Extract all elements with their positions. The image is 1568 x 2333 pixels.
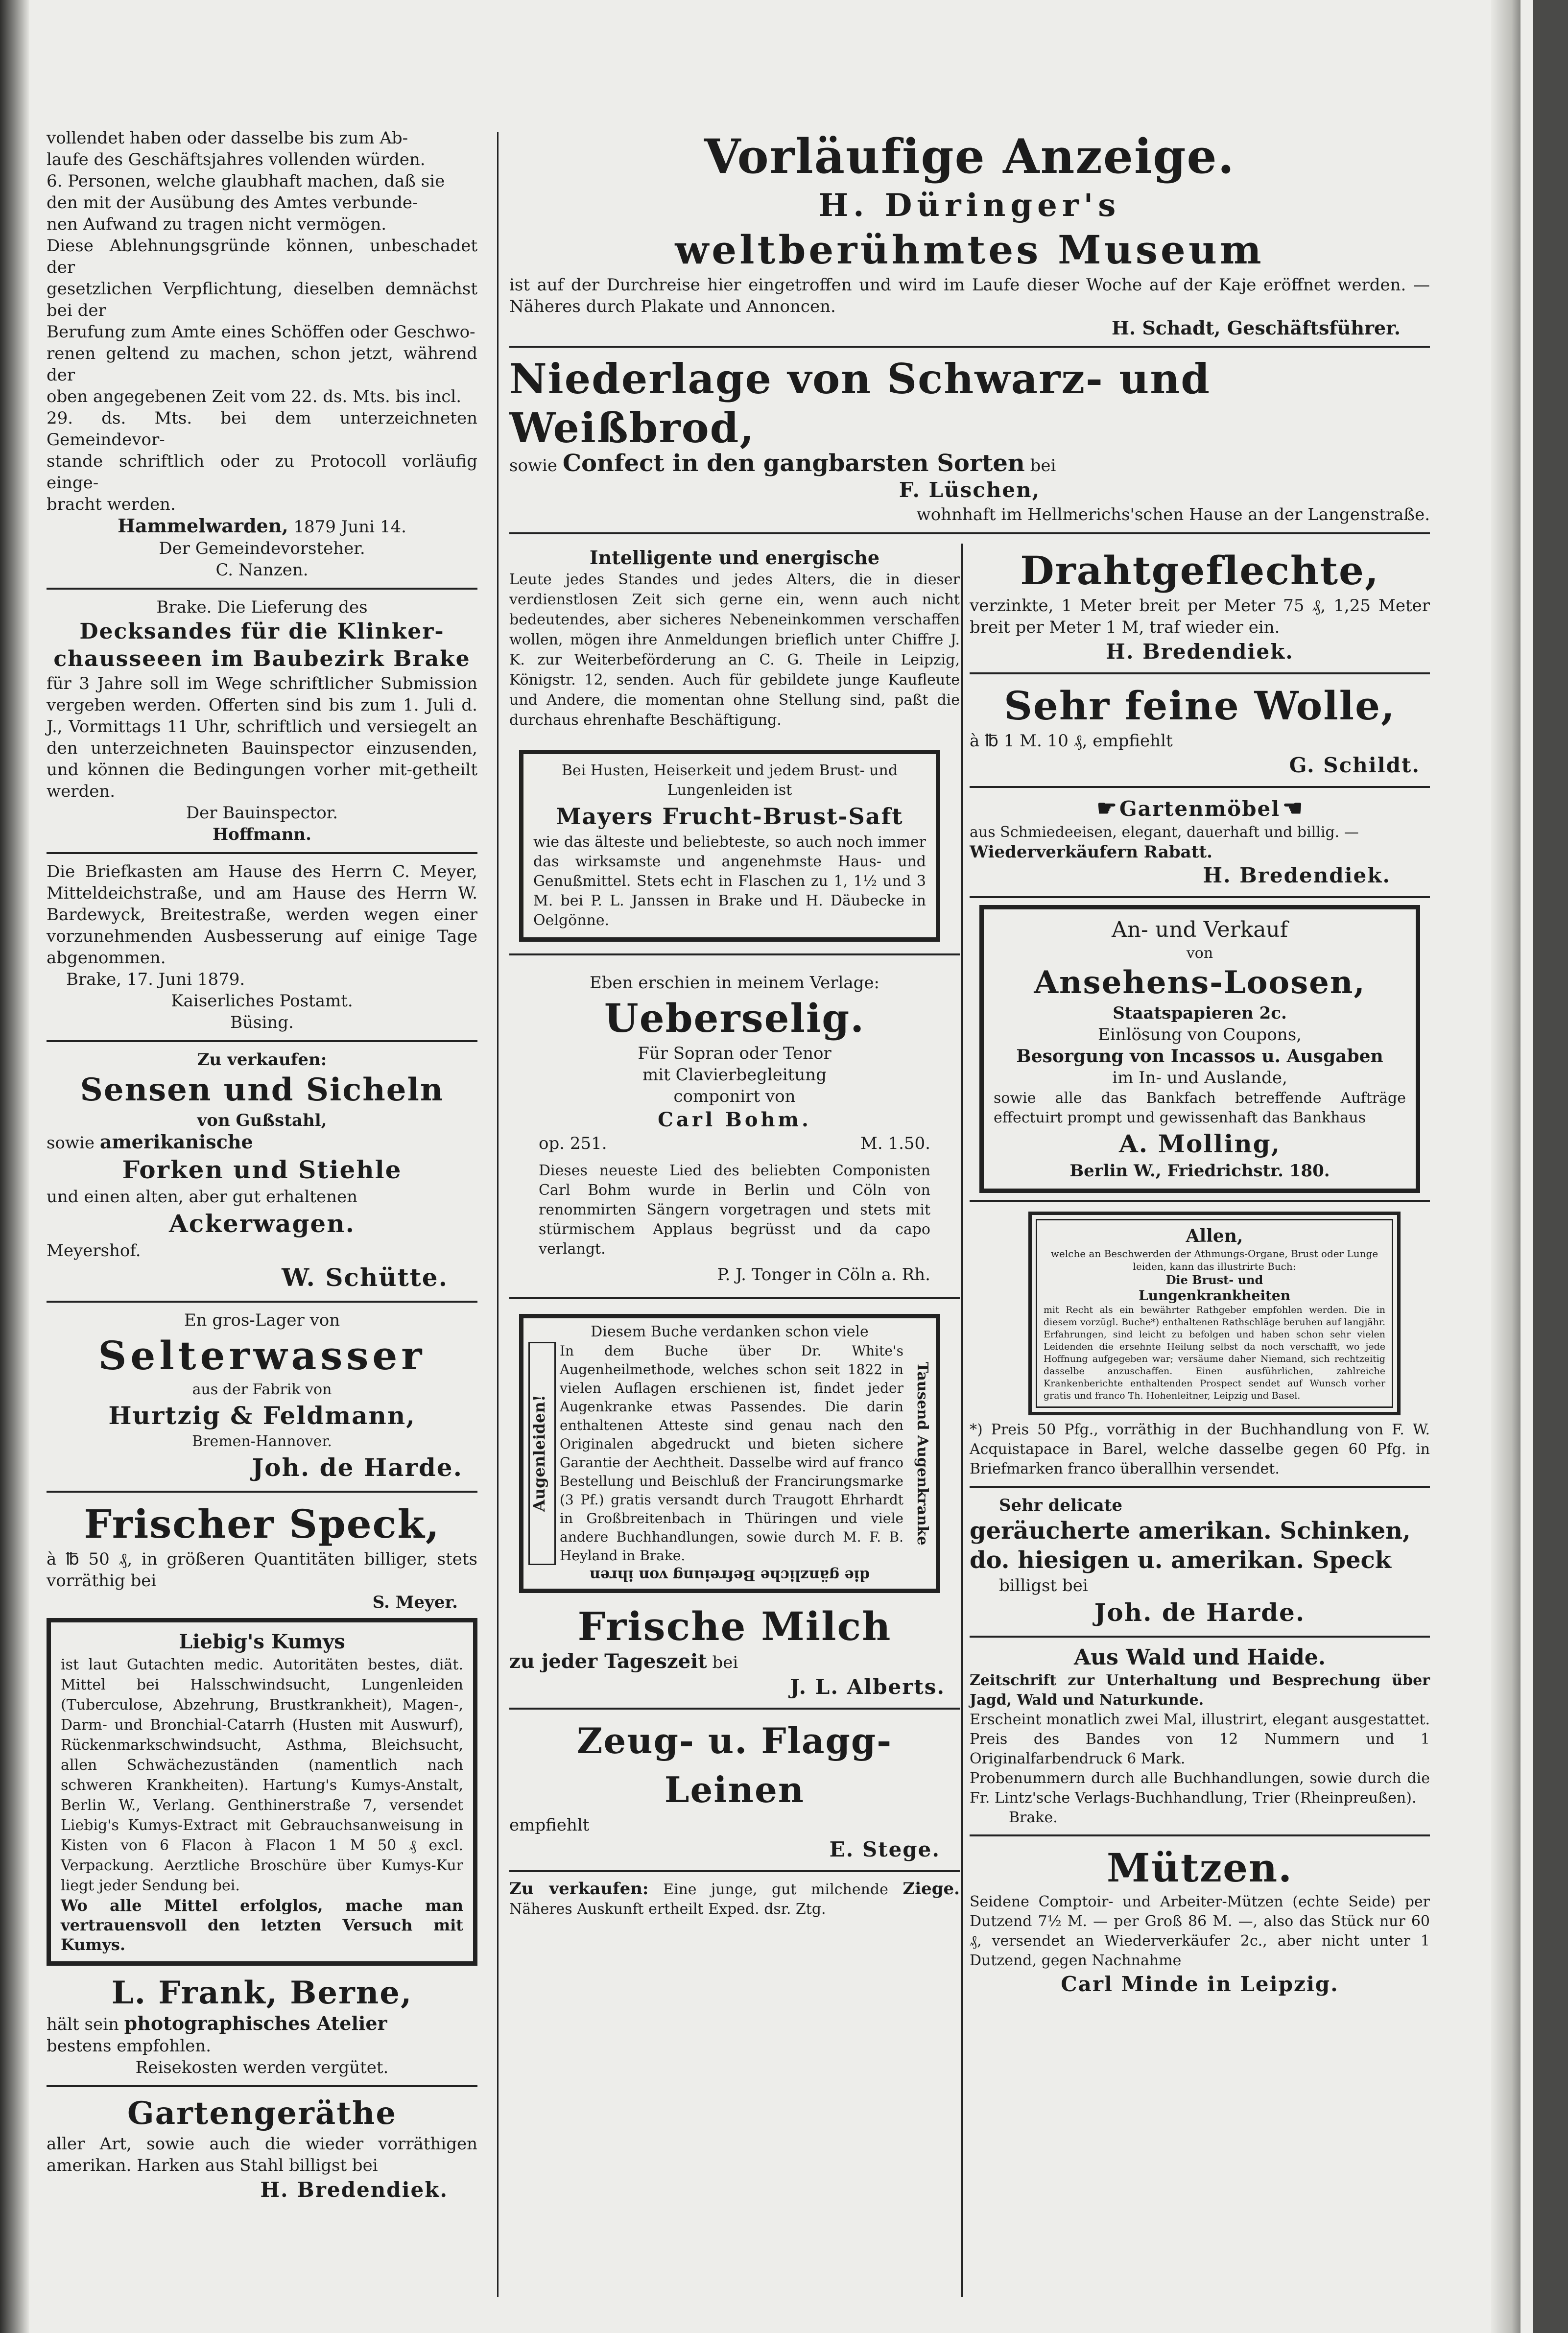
place-name: Brake. xyxy=(1009,1809,1058,1826)
binding-gutter xyxy=(0,0,29,2333)
divider xyxy=(970,1486,1430,1488)
ad-title: Drahtgeflechte, xyxy=(1020,548,1379,594)
signature: Büsing. xyxy=(230,1013,294,1032)
ad-title: Decksandes für die Klinker-chausseeen im Baubezirk Brake xyxy=(53,619,471,671)
divider xyxy=(509,1297,960,1299)
ad-title: Allen, xyxy=(1186,1226,1243,1246)
ad-title: Gartenmöbel xyxy=(1119,797,1281,821)
column-rule-left xyxy=(497,132,499,2297)
column-middle xyxy=(509,546,960,1919)
frank-ad xyxy=(47,1974,477,2078)
pointing-hand-icon: ☛ xyxy=(1096,795,1117,821)
ad-line: aus der Fabrik von xyxy=(192,1381,332,1398)
ad-title: Aus Wald und Haide. xyxy=(1073,1645,1326,1670)
divider xyxy=(509,346,1430,348)
ad-title: weltberühmtes Museum xyxy=(675,227,1264,273)
ad-line: zu jeder Tageszeit xyxy=(509,1650,707,1673)
ad-line: componirt von xyxy=(673,1087,796,1106)
signature: H. Bredendiek. xyxy=(1203,863,1391,887)
signature: G. Schildt. xyxy=(1289,753,1420,777)
ad-name: H. Düringer's xyxy=(818,187,1121,224)
ad-line: Zeitschrift zur Unterhaltung und Besprechung über Jagd, Wald und Naturkunde. xyxy=(970,1672,1430,1709)
divider xyxy=(970,1834,1430,1836)
text-line: laufe des Geschäftsjahres vollenden würden. xyxy=(47,150,426,169)
ad-line: sowie xyxy=(509,456,558,476)
mayer-ad xyxy=(519,750,940,942)
ad-line: Besorgung von Incassos u. Ausgaben xyxy=(1016,1046,1383,1067)
ad-title: Vorläufige Anzeige. xyxy=(704,129,1235,184)
ad-text: ist laut Gutachten medic. Autoritäten bestes, diät. Mittel bei Halsschwindsucht, Lungenleiden (Tuberculose, Abzehrung, Brustkrankheit), Magen-, Darm- und Bronchial-Catarrh (Husten mit Auswurf), Rückenmarkschwindsucht, Asthma, Bleichsucht, allen Schwächezuständen (namentlich nach schweren Krankheiten). Hartung's Kumys-Anstalt, Berlin W., Verlang. Genthinerstraße 7, versendet Liebig's Kumys-Extract mit Gebrauchsanweisung in Kisten von 6 Flacon à Flacon 1 M 50 ₰ excl. Verpackung. Aerztliche Broschüre über Kumys-Kur liegt jeder Sendung bei. xyxy=(61,1656,463,1894)
ad-line: Näheres Auskunft ertheilt Exped. dsr. Ztg. xyxy=(509,1901,826,1918)
ad-title: Forken und Stiehle xyxy=(122,1155,402,1184)
ad-title: Selterwasser xyxy=(98,1333,426,1379)
text-line: den mit der Ausübung des Amtes verbunde- xyxy=(47,193,418,213)
divider xyxy=(970,1636,1430,1638)
ad-line: amerikanische xyxy=(99,1131,253,1153)
ad-text: sowie alle das Bankfach betreffende Aufträge effectuirt prompt und gewissenhaft das Bankhaus xyxy=(994,1090,1406,1126)
divider xyxy=(970,786,1430,788)
ad-line: Eine junge, gut milchende xyxy=(663,1881,888,1898)
ad-title: Niederlage von Schwarz- und Weißbrod, xyxy=(509,355,1211,452)
page-edge xyxy=(1491,0,1520,2333)
text-line: Diese Ablehnungsgründe können, unbeschadet der xyxy=(47,236,477,277)
divider xyxy=(47,1491,477,1493)
signature: H. Bredendiek. xyxy=(1106,640,1294,664)
ad-line: Reisekosten werden vergütet. xyxy=(135,2058,389,2077)
ad-text: mit Recht als ein bewährter Rathgeber empfohlen werden. Die in diesem vorzügl. Buche*) enthaltenen Rathschläge beruhen auf langjähr. Erfahrungen, sind leicht zu befolgen und haben schon sehr vielen Leidenden die ersehnte Heilung selbst da noch verschafft, wo jede Hoffnung aufgegeben war; versäume daher Niemand, sich rechtzeitig dasselbe anzuschaffen. Einen ausführlichen, zahlreiche Krankenberichte enthaltenden Prospect sendet auf Wunsch vorher gratis und franco Th. Hohenleitner, Leipzig und Basel. xyxy=(1044,1305,1385,1401)
signature: C. Nanzen. xyxy=(215,560,309,580)
top-section xyxy=(509,127,1430,534)
speck-ad xyxy=(47,1500,477,1613)
ad-title: Mützen. xyxy=(1106,1845,1293,1891)
signature: Joh. de Harde. xyxy=(252,1453,463,1482)
divider xyxy=(47,1301,477,1303)
sensen-ad xyxy=(47,1049,477,1294)
ad-title: Intelligente und energische xyxy=(589,547,880,569)
ad-title: Gartengeräthe xyxy=(127,2095,397,2132)
ad-line: Für Sopran oder Tenor xyxy=(638,1044,832,1063)
ad-line: An- und Verkauf xyxy=(1111,917,1288,942)
postamt-notice xyxy=(47,861,477,1033)
text-line: 29. ds. Mts. bei dem unterzeichneten Gemeindevor- xyxy=(47,408,477,450)
ad-line: bestens empfohlen. xyxy=(47,2036,212,2056)
signature: Hoffmann. xyxy=(213,825,311,844)
ad-line: empfiehlt xyxy=(509,1815,590,1835)
ad-title: Sehr feine Wolle, xyxy=(1004,683,1396,729)
ad-text: für 3 Jahre soll im Wege schriftlicher Submission vergeben werden. Offerten sind bis zum 1. Juli d. J., Vormittags 11 Uhr, schriftlich und versiegelt an den unterzeichneten Bauinspector einzusenden, und können die Bedingungen vorher mit-getheilt werden. xyxy=(47,674,477,801)
divider xyxy=(509,1870,960,1872)
ad-text: Erscheint monatlich zwei Mal, illustrirt, elegant ausgestattet. Preis des Bandes von 12 Nummern und 1 Originalfarbendruck 6 Mark. xyxy=(970,1711,1430,1767)
signature: J. L. Alberts. xyxy=(789,1675,945,1699)
text-line: gesetzlichen Verpflichtung, dieselben demnächst bei der xyxy=(47,279,477,320)
ad-title: Zeug- u. Flagg-Leinen xyxy=(576,1720,893,1810)
ad-line: En gros-Lager von xyxy=(184,1310,340,1330)
ad-line: Lungenkrankheiten xyxy=(1138,1287,1291,1304)
schinken-ad xyxy=(970,1495,1430,1629)
ad-line: die gänzliche Befreiung von ihren xyxy=(590,1567,870,1584)
side-label: Augenleiden! xyxy=(528,1342,556,1565)
signature: H. Bredendiek. xyxy=(260,2178,448,2202)
ad-line: Sehr delicate xyxy=(999,1496,1122,1515)
opus-number: op. 251. xyxy=(539,1134,607,1153)
museum-ad xyxy=(509,127,1430,339)
ad-heading: Ziege. xyxy=(903,1879,960,1899)
ad-text: welche an Beschwerden der Athmungs-Organe, Brust oder Lunge leiden, kann das illustrirte Buch: xyxy=(1050,1248,1378,1272)
ad-text-bold: Wo alle Mittel erfolglos, mache man vertrauensvoll den letzten Versuch mit Kumys. xyxy=(61,1896,463,1954)
divider xyxy=(970,1200,1430,1202)
date: Brake, 17. Juni 1879. xyxy=(66,970,245,989)
selterwasser-ad xyxy=(47,1309,477,1484)
signature: Joh. de Harde. xyxy=(1094,1598,1306,1627)
ad-line: Bremen-Hannover. xyxy=(192,1433,332,1450)
ad-text: à ℔ 50 ₰, in größeren Quantitäten billiger, stets vorräthig bei xyxy=(47,1549,477,1591)
pointing-hand-icon: ☛ xyxy=(1283,795,1303,821)
divider xyxy=(47,2085,477,2087)
ad-line: Diesem Buche verdanken schon viele xyxy=(591,1323,869,1340)
text-line: 6. Personen, welche glaubhaft machen, daß sie xyxy=(47,171,445,191)
column-left xyxy=(47,127,477,2204)
signature: F. Lüschen, xyxy=(899,478,1041,502)
ad-line: im In- und Auslande, xyxy=(1112,1068,1287,1088)
ziege-ad xyxy=(509,1879,960,1919)
firm-name: Hurtzig & Feldmann, xyxy=(108,1401,416,1430)
composer-name: Carl Bohm. xyxy=(658,1108,811,1131)
ad-line: billigst bei xyxy=(999,1576,1088,1595)
column-right xyxy=(970,546,1430,1998)
ad-line: Einlösung von Coupons, xyxy=(1098,1025,1302,1045)
divider xyxy=(47,588,477,590)
text-line: bracht werden. xyxy=(47,495,176,514)
muetzen-ad xyxy=(970,1843,1430,1998)
ad-heading: Zu verkaufen: xyxy=(509,1879,649,1899)
ad-title: Frischer Speck, xyxy=(84,1501,440,1547)
price: M. 1.50. xyxy=(860,1134,930,1153)
ad-text: In dem Buche über Dr. White's Augenheilmethode, welches schon seit 1822 in vielen Auflagen erschienen ist, findet jeder Augenkranke etwas Passendes. Die darin enthaltenen Atteste sind genau nach den Originalen abgedruckt und bieten sichere Garantie der Aechtheit. Dasselbe wird auf franco Bestellung und Beischluß der Francirungsmarke (3 Pf.) gratis versandt durch Traugott Ehrhardt in Großbreitenbach in Thüringen und viele andere Buchhandlungen, sowie durch M. F. B. Heyland in Brake. xyxy=(560,1343,903,1564)
ablehnung-notice xyxy=(47,127,477,581)
signature-title: Kaiserliches Postamt. xyxy=(171,991,353,1011)
ad-line: Die Brust- und xyxy=(1165,1273,1263,1287)
ad-title: Ackerwagen. xyxy=(168,1209,355,1238)
ad-title: Sensen und Sicheln xyxy=(80,1071,444,1108)
ad-title: L. Frank, Berne, xyxy=(111,1975,413,2011)
ad-title: Frische Milch xyxy=(577,1603,892,1649)
date: 1879 Juni 14. xyxy=(293,517,406,537)
ad-line: von xyxy=(1186,945,1213,962)
ad-line: Eben erschien in meinem Verlage: xyxy=(589,973,880,993)
ad-title: Ueberselig. xyxy=(604,995,865,1041)
signature: H. Schadt, Geschäftsführer. xyxy=(1111,317,1401,339)
footnote: *) Preis 50 Pfg., vorräthig in der Buchhandlung von F. W. Acquistapace in Barel, welche dasselbe gegen 60 Pfg. in Briefmarken franco überallhin versendet. xyxy=(970,1421,1430,1477)
column-rule-right xyxy=(961,544,963,2297)
ad-title: do. hiesigen u. amerikan. Speck xyxy=(970,1547,1391,1574)
decksand-ad xyxy=(47,596,477,845)
ad-line: photographisches Atelier xyxy=(124,2012,387,2034)
white-augen-ad xyxy=(519,1314,940,1593)
text-line: vollendet haben oder dasselbe bis zum Ab- xyxy=(47,128,408,148)
divider xyxy=(509,953,960,955)
divider xyxy=(509,532,1430,534)
text-line: oben angegebenen Zeit vom 22. ds. Mts. bis incl. xyxy=(47,387,462,406)
gartengeraethe-ad xyxy=(47,2094,477,2204)
ad-text: verzinkte, 1 Meter breit per Meter 75 ₰, 1,25 Meter breit per Meter 1 M, traf wieder ein. xyxy=(970,596,1430,637)
ueberselig-ad xyxy=(509,962,960,1290)
ad-line: sowie xyxy=(47,1133,95,1153)
ad-text: Wiederverkäufern Rabatt. xyxy=(970,842,1212,862)
ad-text: Seidene Comptoir- und Arbeiter-Mützen (echte Seide) per Dutzend 7½ M. — per Groß 86 M. —, also das Stück nur 60 ₰, versendet an Wiederverkäufer 2c., aber nicht unter 1 Dutzend, gegen Nachnahme xyxy=(970,1893,1430,1969)
divider xyxy=(47,1040,477,1042)
ad-line: mit Clavierbegleitung xyxy=(642,1065,827,1085)
ad-line: bei xyxy=(1030,456,1056,476)
ad-text: aus Schmiedeeisen, elegant, dauerhaft und billig. — xyxy=(970,824,1359,841)
place-name: Meyershof. xyxy=(47,1241,141,1261)
side-label: Tausend Augenkranke xyxy=(914,1361,931,1546)
signature: Carl Minde in Leipzig. xyxy=(1061,1972,1339,1996)
drahtgeflechte-ad xyxy=(970,546,1430,666)
milch-ad xyxy=(509,1602,960,1701)
wolle-ad xyxy=(970,681,1430,779)
zeug-ad xyxy=(509,1716,960,1863)
ad-title: Mayers Frucht-Brust-Saft xyxy=(556,803,903,830)
lungen-book-ad xyxy=(1028,1212,1401,1415)
intelligente-ad xyxy=(509,546,960,730)
wald-ad xyxy=(970,1644,1430,1828)
ad-title: Liebig's Kumys xyxy=(179,1630,345,1653)
text-line: nen Aufwand zu tragen nicht vermögen. xyxy=(47,214,387,234)
divider xyxy=(970,896,1430,898)
ad-text: aller Art, sowie auch die wieder vorräthigen amerikan. Harken aus Stahl billigst bei xyxy=(47,2134,477,2175)
ad-line: Staatspapieren 2c. xyxy=(1113,1003,1287,1023)
ad-line: hält sein xyxy=(47,2015,119,2034)
divider xyxy=(970,672,1430,674)
text-line: stande schriftlich oder zu Protocoll vorläufig einge- xyxy=(47,452,477,493)
kumys-ad xyxy=(47,1618,477,1966)
divider xyxy=(47,852,477,854)
lead-line: Brake. Die Lieferung des xyxy=(156,597,368,617)
signature: P. J. Tonger in Cöln a. Rh. xyxy=(717,1265,930,1285)
ad-text: Dieses neueste Lied des beliebten Componisten Carl Bohm wurde in Berlin und Cöln von renommirten Sängern vorgetragen und stets mit stürmischem Applaus begrüsst und da capo verlangt. xyxy=(539,1162,930,1258)
notice-text: Die Briefkasten am Hause des Herrn C. Meyer, Mitteldeichstraße, und am Hause des Herrn W. Bardewyck, Breitestraße, werden wegen einer vorzunehmenden Ausbesserung auf einige Tage abgenommen. xyxy=(47,862,477,968)
ad-text: à ℔ 1 M. 10 ₰, empfiehlt xyxy=(970,731,1173,751)
ad-text: Leute jedes Standes und jedes Alters, die in dieser verdienstlosen Zeit sich gerne ein, wenn auch nicht bedeutendes, aber sicheres Nebeneinkommen verschaffen wollen, mögen ihre Anmeldungen brieflich unter Chiffre J. K. zur Weiterbeförderung an C. G. Theile in Leipzig, Königstr. 12, senden. Auch für gebildete junge Kaufleute und Andere, die momentan ohne Stellung sind, paßt die durchaus ehrenhafte Beschäftigung. xyxy=(509,571,960,729)
place-name: Hammelwarden, xyxy=(118,515,288,537)
gartenmoebel-ad xyxy=(970,795,1430,889)
niederlage-ad xyxy=(509,355,1430,525)
ad-line: Bei Husten, Heiserkeit und jedem Brust- und Lungenleiden ist xyxy=(561,762,898,799)
text-line: Berufung zum Amte eines Schöffen oder Geschwo- xyxy=(47,322,475,342)
text-line: renen geltend zu machen, schon jetzt, während der xyxy=(47,344,477,385)
signature: S. Meyer. xyxy=(372,1593,458,1612)
address-line: Berlin W., Friedrichstr. 180. xyxy=(1069,1161,1330,1181)
ad-text: Probenummern durch alle Buchhandlungen, sowie durch die Fr. Lintz'sche Verlags-Buchhandlung, Trier (Rheinpreußen). xyxy=(970,1770,1430,1807)
molling-ad xyxy=(979,905,1420,1193)
ad-line: und einen alten, aber gut erhaltenen xyxy=(47,1187,357,1207)
address-line: wohnhaft im Hellmerichs'schen Hause an der Langenstraße. xyxy=(916,505,1430,524)
signature-title: Der Bauinspector. xyxy=(186,803,338,823)
divider xyxy=(509,1708,960,1710)
ad-heading: Zu verkaufen: xyxy=(197,1050,327,1070)
signature: E. Stege. xyxy=(829,1837,940,1861)
signature-title: Der Gemeindevorsteher. xyxy=(159,539,365,558)
signature: W. Schütte. xyxy=(282,1263,448,1292)
ad-text: wie das älteste und beliebteste, so auch noch immer das wirksamste und angenehmste Haus- und Genußmittel. Stets echt in Flaschen zu 1, 1½ und 3 M. bei P. L. Janssen in Brake und H. Däubecke in Oelgönne. xyxy=(533,833,926,929)
ad-text: ist auf der Durchreise hier eingetroffen und wird im Laufe dieser Woche auf der Kaje eröffnet werden. — Näheres durch Plakate und Annoncen. xyxy=(509,275,1430,316)
ad-title: Ansehens-Loosen, xyxy=(1034,964,1366,1001)
ad-line: von Gußstahl, xyxy=(197,1111,327,1130)
ad-line: bei xyxy=(712,1653,738,1672)
ad-title: geräucherte amerikan. Schinken, xyxy=(970,1517,1411,1545)
bank-name: A. Molling, xyxy=(1118,1129,1281,1158)
ad-line: Confect in den gangbarsten Sorten xyxy=(562,450,1025,477)
